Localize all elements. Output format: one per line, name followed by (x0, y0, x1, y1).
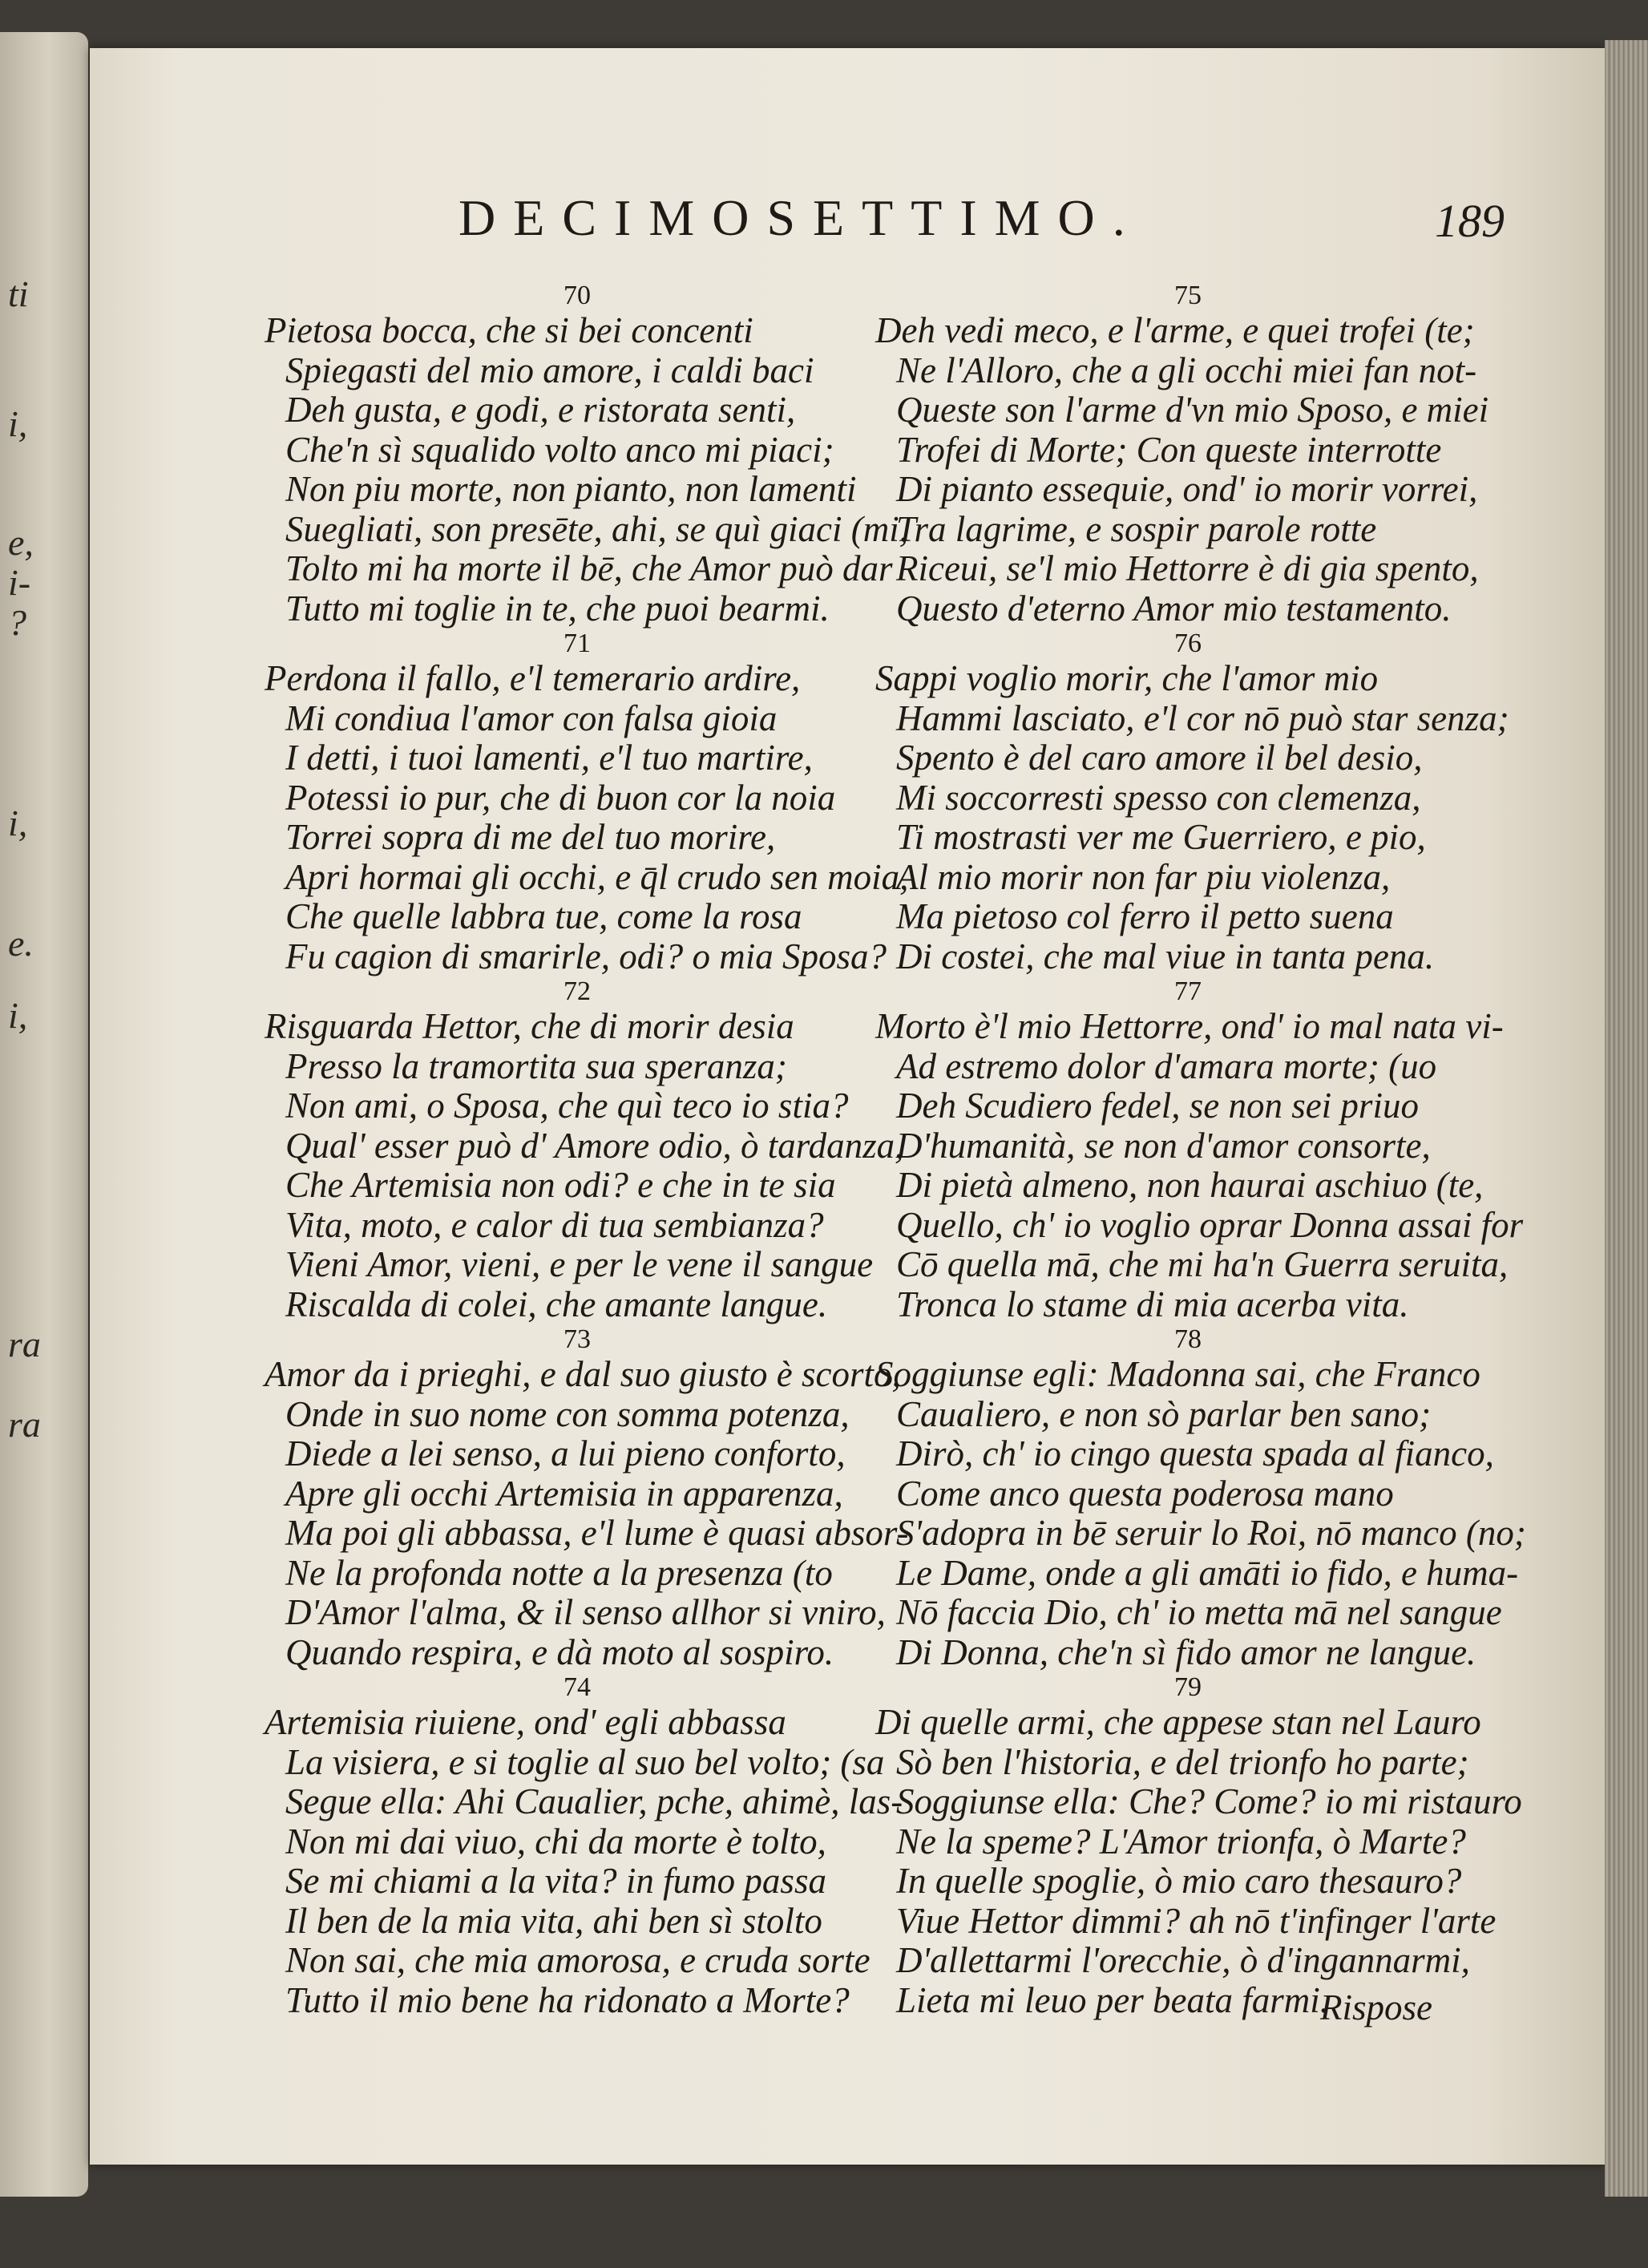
verse-line: Soggiunse ella: Che? Come? io mi ristauro (896, 1781, 1522, 1821)
stanza-number: 70 (563, 281, 591, 310)
stanza-number: 77 (1174, 976, 1202, 1006)
verse-line: Che'n sì squalido volto anco mi piaci; (285, 429, 834, 470)
facing-page-fragment: ra (8, 1404, 41, 1445)
verse-line: Ne la speme? L'Amor trionfa, ò Marte? (896, 1821, 1466, 1862)
stanza (875, 1672, 1522, 2020)
stanza-number: 72 (563, 976, 591, 1006)
running-head: DECIMOSETTIMO. (458, 189, 1143, 246)
verse-line: Amor da i prieghi, e dal suo giusto è scorto, (265, 1354, 901, 1394)
verse-line: I detti, i tuoi lamenti, e'l tuo martire, (285, 738, 813, 778)
verse-line: Non mi dai viuo, chi da morte è tolto, (285, 1821, 826, 1862)
right-text-column (875, 281, 1526, 2020)
verse-line: Ne la profonda notte a la presenza (to (285, 1552, 833, 1593)
verse-line: Morto è'l mio Hettorre, ond' io mal nata vi- (875, 1006, 1504, 1046)
verse-line: Caualiero, e non sò parlar ben sano; (896, 1393, 1432, 1434)
page-block-edges (1605, 40, 1648, 2197)
stanza (875, 629, 1509, 976)
verse-line: Cō quella mā, che mi ha'n Guerra seruita, (896, 1244, 1509, 1284)
verse-line: Mi condiua l'amor con falsa gioia (285, 697, 778, 738)
verse-line: S'adopra in bē seruir lo Roi, nō manco (no; (896, 1513, 1526, 1553)
facing-page-fragment: e, (8, 522, 34, 563)
verse-line: In quelle spoglie, ò mio caro thesauro? (896, 1861, 1462, 1901)
verse-line: Presso la tramortita sua speranza; (285, 1045, 787, 1086)
verse-line: Di pianto essequie, ond' io morir vorrei, (896, 469, 1478, 509)
verse-line: D'Amor l'alma, & il senso allhor si vniro, (285, 1592, 886, 1632)
stanza (265, 629, 909, 976)
verse-line: Artemisia riuiene, ond' egli abbassa (265, 1702, 786, 1742)
verse-line: Tutto mi toglie in te, che puoi bearmi. (285, 588, 830, 629)
verse-line: Ma pietoso col ferro il petto suena (896, 896, 1394, 936)
verse-line: Questo d'eterno Amor mio testamento. (896, 588, 1452, 629)
stanza-number: 79 (1174, 1672, 1202, 1702)
stanza (265, 281, 908, 629)
verse-line: Deh Scudiero fedel, se non sei priuo (896, 1085, 1419, 1126)
stanza-number: 75 (1174, 281, 1202, 310)
verse-line: Lieta mi leuo per beata farmi. (896, 1979, 1329, 2020)
verse-line: Apri hormai gli occhi, e q̄l crudo sen moia, (285, 856, 909, 897)
verse-line: Tra lagrime, e sospir parole rotte (896, 508, 1377, 549)
facing-page-edge (0, 32, 88, 2197)
facing-page-fragment: i, (8, 403, 28, 444)
verse-line: Ad estremo dolor d'amara morte; (uo (896, 1045, 1437, 1086)
verse-line: Riceui, se'l mio Hettorre è di gia spento, (896, 548, 1479, 588)
stanza-number: 74 (563, 1672, 591, 1702)
verse-line: Vieni Amor, vieni, e per le vene il sangue (285, 1244, 874, 1284)
verse-line: Apre gli occhi Artemisia in apparenza, (285, 1473, 843, 1514)
verse-line: Non ami, o Sposa, che quì teco io stia? (285, 1085, 849, 1126)
verse-line: Di pietà almeno, non haurai aschiuo (te, (896, 1165, 1484, 1205)
stanza (265, 976, 904, 1324)
verse-line: Dirò, ch' io cingo questa spada al fianco, (896, 1433, 1494, 1474)
verse-line: Potessi io pur, che di buon cor la noia (285, 777, 836, 818)
verse-line: Di Donna, che'n sì fido amor ne langue. (896, 1631, 1476, 1672)
verse-line: Mi soccorresti spesso con clemenza, (896, 777, 1421, 818)
verse-line: La visiera, e si toglie al suo bel volto; (sa (285, 1741, 885, 1782)
verse-line: Perdona il fallo, e'l temerario ardire, (265, 658, 801, 698)
verse-line: Che quelle labbra tue, come la rosa (285, 896, 802, 936)
stanza (875, 976, 1524, 1324)
stanza (265, 1324, 909, 1672)
verse-line: Soggiunse egli: Madonna sai, che Franco (875, 1354, 1480, 1394)
verse-line: Ne l'Alloro, che a gli occhi miei fan not- (896, 350, 1477, 390)
verse-line: Non sai, che mia amorosa, e cruda sorte (285, 1940, 870, 1980)
verse-line: Non piu morte, non pianto, non lamenti (285, 469, 857, 509)
stanza (875, 1324, 1526, 1672)
verse-line: Vita, moto, e calor di tua sembianza? (285, 1204, 824, 1245)
verse-line: Queste son l'arme d'vn mio Sposo, e miei (896, 390, 1489, 430)
verse-line: Trofei di Morte; Con queste interrotte (896, 429, 1442, 470)
verse-line: Nō faccia Dio, ch' io metta mā nel sangue (896, 1592, 1502, 1632)
facing-page-fragment: e. (8, 923, 34, 964)
verse-line: Pietosa bocca, che si bei concenti (265, 310, 753, 350)
verse-line: Onde in suo nome con somma potenza, (285, 1393, 850, 1434)
facing-page-fragment: i- (8, 562, 31, 603)
verse-line: Sò ben l'historia, e del trionfo ho parte; (896, 1741, 1469, 1782)
verse-line: Quello, ch' io voglio oprar Donna assai for (896, 1204, 1524, 1245)
facing-page-fragment: ? (8, 602, 26, 643)
stanza-number: 76 (1174, 629, 1202, 658)
verse-line: Tutto il mio bene ha ridonato a Morte? (285, 1979, 850, 2020)
verse-line: Tronca lo stame di mia acerba vita. (896, 1284, 1409, 1324)
verse-line: Deh vedi meco, e l'arme, e quei trofei (te; (875, 310, 1475, 350)
stanza (875, 281, 1501, 629)
verse-line: Di costei, che mal viue in tanta pena. (896, 936, 1435, 976)
verse-line: Che Artemisia non odi? e che in te sia (285, 1165, 836, 1205)
verse-line: Al mio morir non far piu violenza, (896, 856, 1391, 897)
verse-line: Tolto mi ha morte il bē, che Amor può dar (285, 548, 893, 588)
verse-line: Ma poi gli abbassa, e'l lume è quasi absor- (285, 1513, 909, 1553)
stanza-number: 78 (1174, 1324, 1202, 1354)
verse-line: Spento è del caro amore il bel desio, (896, 738, 1423, 778)
verse-line: Quando respira, e dà moto al sospiro. (285, 1631, 834, 1672)
verse-line: Diede a lei senso, a lui pieno conforto, (285, 1433, 846, 1474)
verse-line: Di quelle armi, che appese stan nel Lauro (875, 1702, 1481, 1742)
verse-line: Qual' esser può d' Amore odio, ò tardanza, (285, 1125, 904, 1166)
verse-line: Sappi voglio morir, che l'amor mio (875, 658, 1379, 698)
verse-line: Deh gusta, e godi, e ristorata senti, (285, 390, 796, 430)
verse-line: D'allettarmi l'orecchie, ò d'ingannarmi, (896, 1940, 1470, 1980)
verse-line: Risguarda Hettor, che di morir desia (265, 1006, 794, 1046)
verse-line: Fu cagion di smarirle, odi? o mia Sposa? (285, 936, 887, 976)
facing-page-fragment: i, (8, 802, 28, 843)
verse-line: Torrei sopra di me del tuo morire, (285, 817, 776, 857)
stanza-number: 71 (563, 629, 591, 658)
verse-line: Il ben de la mia vita, ahi ben sì stolto (285, 1900, 822, 1941)
left-text-column (265, 281, 909, 2020)
verse-line: Suegliati, son presēte, ahi, se quì giaci (mi, (285, 508, 908, 549)
verse-line: Viue Hettor dimmi? ah nō t'infinger l'arte (896, 1900, 1497, 1941)
book-page (90, 48, 1605, 2165)
facing-page-fragment: ra (8, 1324, 41, 1364)
page-number: 189 (1435, 195, 1505, 247)
stanza-number: 73 (563, 1324, 591, 1354)
verse-line: Spiegasti del mio amore, i caldi baci (285, 350, 814, 390)
verse-line: Se mi chiami a la vita? in fumo passa (285, 1861, 826, 1901)
verse-line: Segue ella: Ahi Caualier, pche, ahimè, las- (285, 1781, 903, 1821)
facing-page-fragment: i, (8, 995, 28, 1036)
verse-line: Riscalda di colei, che amante langue. (285, 1284, 828, 1324)
verse-line: D'humanità, se non d'amor consorte, (896, 1125, 1431, 1166)
verse-line: Le Dame, onde a gli amāti io fido, e huma- (896, 1552, 1519, 1593)
facing-page-fragment: ti (8, 273, 29, 314)
stanza (265, 1672, 903, 2020)
verse-line: Ti mostrasti ver me Guerriero, e pio, (896, 817, 1426, 857)
verse-line: Come anco questa poderosa mano (896, 1473, 1394, 1514)
verse-line: Hammi lasciato, e'l cor nō può star senza; (896, 697, 1509, 738)
catchword: Rispose (1320, 1987, 1432, 2027)
